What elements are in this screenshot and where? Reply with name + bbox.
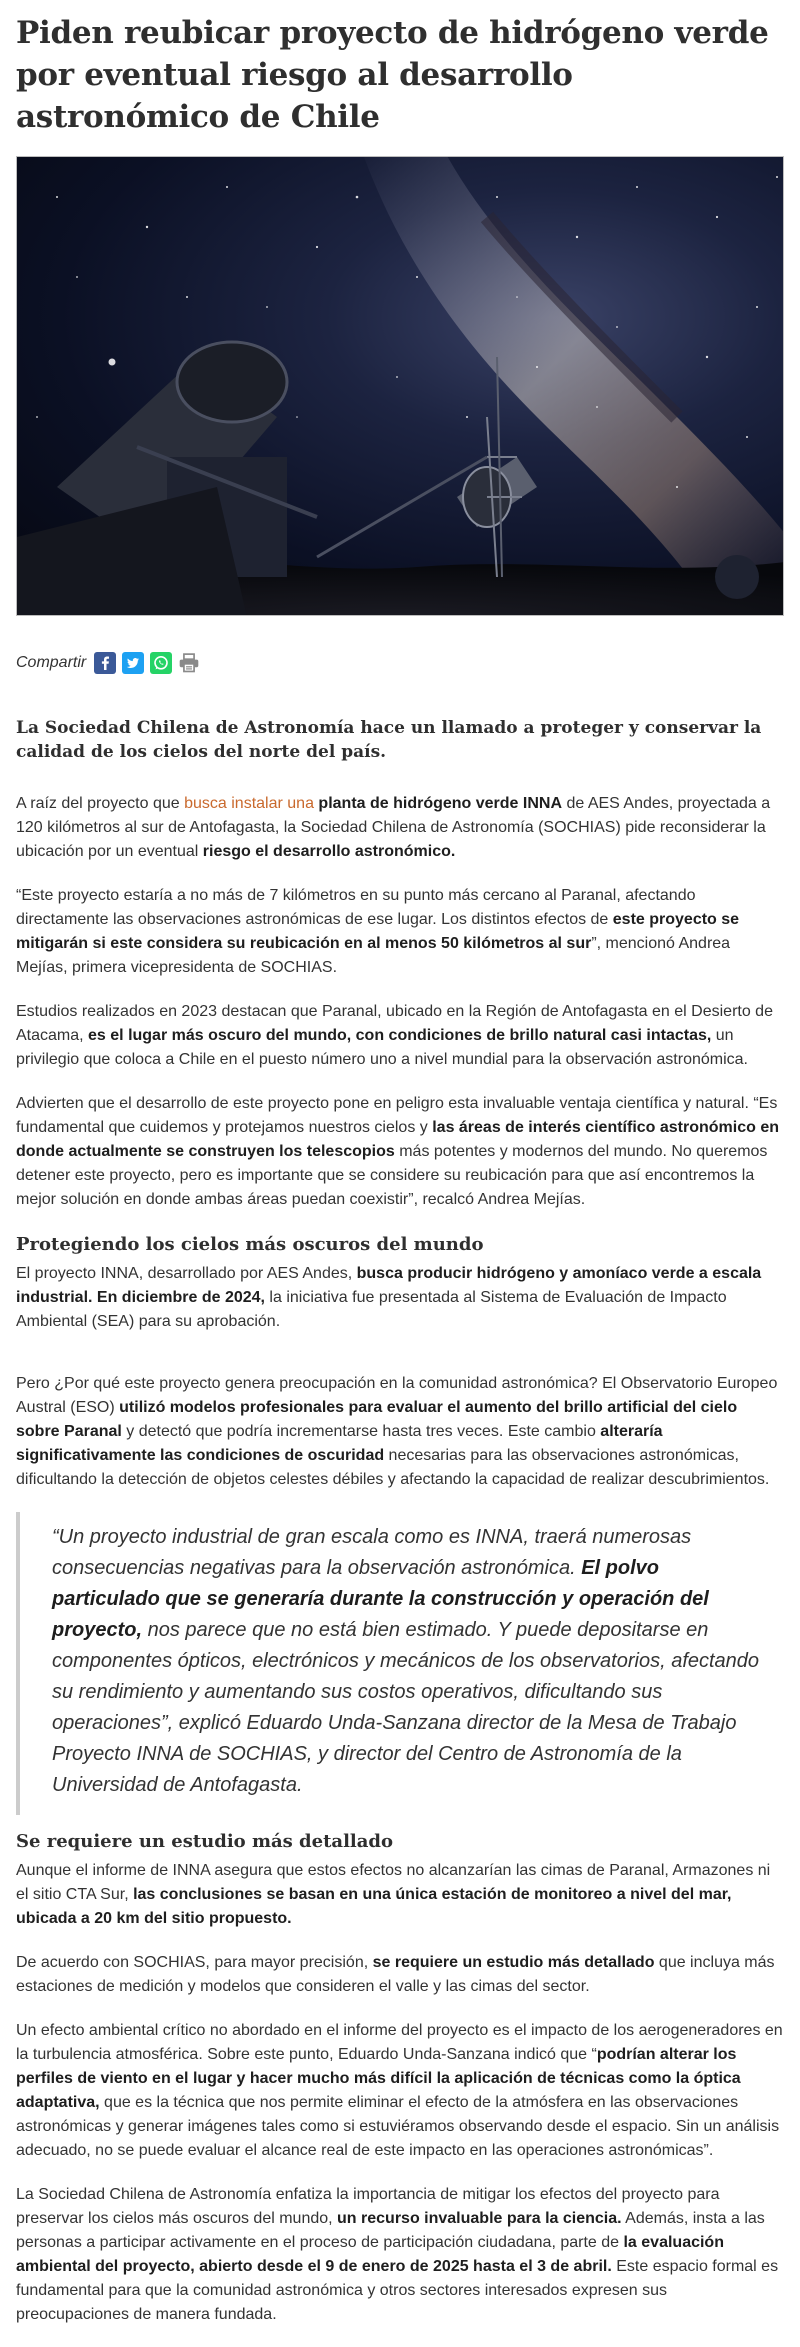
paragraph-3: [16, 1000, 784, 1072]
article-lead: La Sociedad Chilena de Astronomía hace un llamado a proteger y conservar la calidad de los cielos del norte del país.: [16, 718, 762, 762]
text: la iniciativa fue presentada al Sistema de Evaluación de Impacto Ambiental (SEA) para su aprobación.: [16, 1289, 727, 1330]
text: De acuerdo con SOCHIAS, para mayor precisión,: [16, 1954, 373, 1971]
paragraph-7: [16, 1859, 784, 1931]
bold-text: las áreas de interés científico astronómico en donde actualmente se construyen los telescopios: [16, 1119, 780, 1160]
bold-text: podrían alterar los perfiles de viento en el lugar y hacer mucho más difícil la aplicación de técnicas como la óptica adaptativa,: [16, 2046, 741, 2111]
text: de AES Andes, proyectada a 120 kilómetros al sur de Antofagasta, la Sociedad Chilena de Astronomía (SOCHIAS) pide reconsiderar la ubicación por un eventual: [16, 795, 771, 860]
paragraph-10: [16, 2183, 784, 2327]
text: un privilegio que coloca a Chile en el puesto número uno a nivel mundial para la observación astronómica.: [16, 1027, 748, 1068]
bold-text: este proyecto se mitigarán si este considera su reubicación en al menos 50 kilómetros al sur: [16, 911, 740, 952]
twitter-icon[interactable]: [122, 652, 144, 674]
text: necesarias para las observaciones astronómicas, dificultando la detección de objetos celestes débiles y afectando la capacidad de realizar descubrimientos.: [16, 1447, 770, 1488]
text: nos parece que no está bien estimado. Y puede depositarse en componentes ópticos, electrónicos y mecánicos de los observatorios, afectando su rendimiento y aumentando sus costos operativos, dificultando sus operaciones”, explicó Eduardo Unda-Sanzana director de la Mesa de Trabajo Proyecto INNA de SOCHIAS, y director del Centro de Astronomía de la Universidad de Antofagasta.: [52, 1619, 760, 1796]
bold-text: El polvo particulado que se generaría durante la construcción y operación del proyecto,: [52, 1557, 709, 1641]
bold-text: las conclusiones se basan en una única estación de monitoreo a nivel del mar, ubicada a 20 km del sitio propuesto.: [16, 1886, 732, 1927]
bold-text: alteraría significativamente las condiciones de oscuridad: [16, 1423, 663, 1464]
facebook-icon[interactable]: [94, 652, 116, 674]
text: La Sociedad Chilena de Astronomía enfatiza la importancia de mitigar los efectos del proyecto para preservar los cielos más oscuros del mundo,: [16, 2186, 720, 2227]
bold-text: la evaluación ambiental del proyecto, abierto desde el 9 de enero de 2025 hasta el 3 de abril.: [16, 2234, 724, 2275]
link-planta-hidrogeno[interactable]: [184, 795, 562, 812]
text: A raíz del proyecto que: [16, 795, 185, 812]
pull-quote: [16, 1512, 784, 1815]
text: “Un proyecto industrial de gran escala como es INNA, traerá numerosas consecuencias negativas para la observación astronómica.: [52, 1526, 692, 1579]
spacer: [16, 1354, 784, 1372]
section-heading-protegiendo: Protegiendo los cielos más oscuros del mundo: [16, 1234, 484, 1255]
bold-text: es el lugar más oscuro del mundo, con condiciones de brillo natural casi intactas,: [88, 1027, 712, 1044]
text: Además, insta a las personas a participar activamente en el proceso de participación ciudadana, parte de: [16, 2210, 765, 2251]
share-label: Compartir: [16, 654, 87, 671]
text: “Este proyecto estaría a no más de 7 kilómetros en su punto más cercano al Paranal, afectando directamente las observaciones astronómicas de ese lugar. Los distintos efectos de: [16, 887, 696, 928]
link-text-bold[interactable]: planta de hidrógeno verde INNA: [318, 795, 563, 812]
text: Estudios realizados en 2023 destacan que Paranal, ubicado en la Región de Antofagasta en el Desierto de Atacama,: [16, 1003, 773, 1044]
hero-image-telescope-milky-way: [16, 156, 784, 616]
whatsapp-icon[interactable]: [150, 652, 172, 674]
section-heading-estudio: Se requiere un estudio más detallado: [16, 1831, 393, 1852]
text: Un efecto ambiental crítico no abordado en el informe del proyecto es el impacto de los aerogeneradores en la turbulencia atmosférica. Sobre este punto, Eduardo Unda-Sanzana indicó que “: [16, 2022, 783, 2063]
paragraph-6: [16, 1372, 784, 1492]
text: Pero ¿Por qué este proyecto genera preocupación en la comunidad astronómica? El Observatorio Europeo Austral (ESO): [16, 1375, 778, 1416]
paragraph-9: [16, 2019, 784, 2163]
print-icon[interactable]: [178, 652, 200, 674]
text: ”, mencionó Andrea Mejías, primera vicepresidenta de SOCHIAS.: [16, 935, 731, 976]
link-text[interactable]: busca instalar una: [184, 795, 319, 812]
text: Advierten que el desarrollo de este proyecto pone en peligro esta invaluable ventaja científica y natural. “Es fundamental que cuidemos y protejamos nuestros cielos y: [16, 1095, 778, 1136]
share-bar: [16, 648, 784, 678]
text: y detectó que podría incrementarse hasta tres veces. Este cambio: [121, 1423, 601, 1440]
paragraph-8: [16, 1951, 784, 1999]
telescope-shape: [17, 342, 317, 616]
paragraph-1: [16, 792, 784, 864]
text: que incluya más estaciones de medición y modelos que consideren el valle y las cimas del sector.: [16, 1954, 775, 1995]
paragraph-5: [16, 1262, 784, 1334]
bold-text: utilizó modelos profesionales para evaluar el aumento del brillo artificial del cielo sobre Paranal: [16, 1399, 738, 1440]
article-title: Piden reubicar proyecto de hidrógeno verde por eventual riesgo al desarrollo astronómico de Chile: [16, 15, 769, 135]
text: Este espacio formal es fundamental para que la comunidad astronómica y otros sectores interesados expresen sus preocupaciones de manera fundada.: [16, 2258, 779, 2323]
bold-text: riesgo el desarrollo astronómico.: [202, 843, 456, 860]
text: más potentes y modernos del mundo. No queremos detener este proyecto, pero es importante que se considere su reubicación para que así encontremos la mejor solución en donde ambas áreas puedan coexistir”, recalcó Andrea Mejías.: [16, 1143, 768, 1208]
paragraph-2: [16, 884, 784, 980]
bold-text: busca producir hidrógeno y amoníaco verde a escala industrial. En diciembre de 2024,: [16, 1265, 762, 1306]
text: que es la técnica que nos permite eliminar el efecto de la atmósfera en las observaciones astronómicas y generar imágenes tales como si estuviéramos observando desde el espacio. Sin un análisis adecuado, no se puede evaluar el alcance real de este impacto en las operaciones astronómicas”.: [16, 2094, 780, 2159]
text: El proyecto INNA, desarrollado por AES Andes,: [16, 1265, 357, 1282]
night-sky-illustration: [17, 157, 784, 616]
bold-text: un recurso invaluable para la ciencia.: [337, 2210, 622, 2227]
bold-text: se requiere un estudio más detallado: [372, 1954, 655, 1971]
paragraph-4: [16, 1092, 784, 1212]
text: Aunque el informe de INNA asegura que estos efectos no alcanzarían las cimas de Paranal, Armazones ni el sitio CTA Sur,: [16, 1862, 771, 1903]
